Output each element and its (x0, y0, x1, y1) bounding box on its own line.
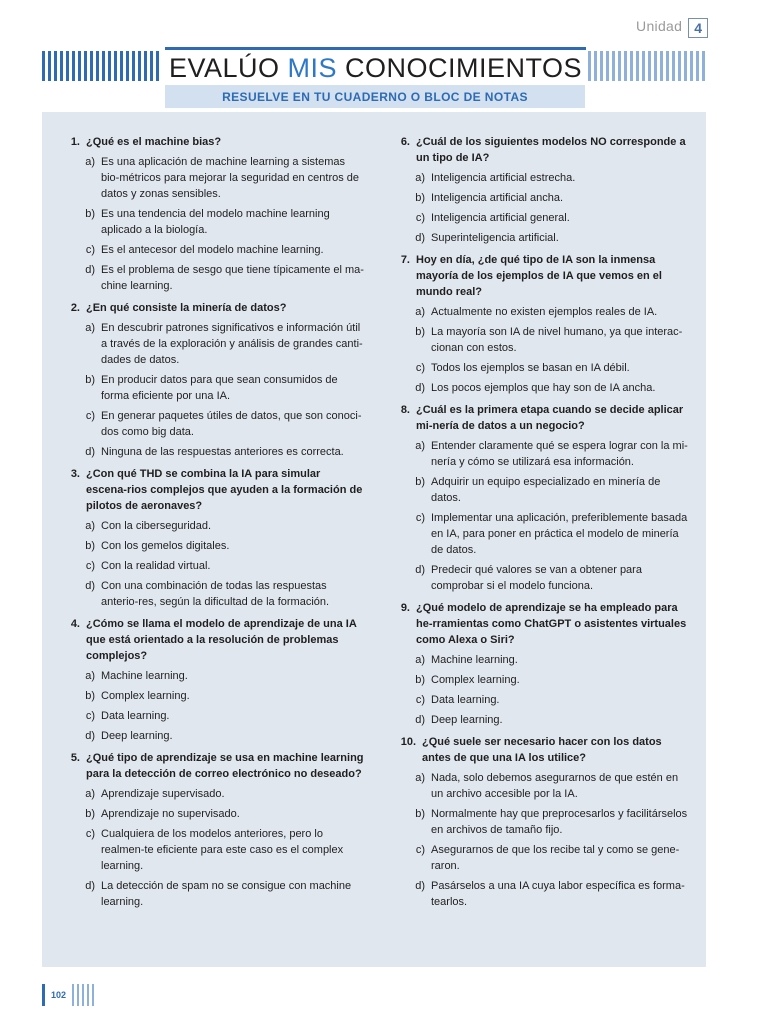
answer-option (64, 538, 364, 554)
option-letter: b) (85, 690, 95, 702)
option-letter: a) (415, 306, 425, 318)
option-letter: c) (415, 694, 425, 706)
option-letter: a) (85, 156, 95, 168)
option-letter: c) (85, 560, 95, 572)
footer-bar (42, 984, 45, 1006)
question-header (394, 734, 690, 766)
option-text: Los pocos ejemplos que hay son de IA ancha. (431, 382, 656, 394)
option-text: La mayoría son IA de nivel humano, ya que interac-cionan con estos. (431, 326, 683, 354)
option-text: Inteligencia artificial general. (431, 212, 570, 224)
question (64, 134, 364, 294)
option-text: Es el antecesor del modelo machine learning. (101, 244, 324, 256)
option-letter: c) (85, 410, 95, 422)
question-number: 2. (70, 302, 80, 314)
answer-option (64, 688, 364, 704)
option-text: Nada, solo debemos asegurarnos de que estén en un archivo accesible por la IA. (431, 772, 679, 800)
question-text: ¿Qué es el machine bias? (86, 136, 222, 148)
option-text: Asegurarnos de que los recibe tal y como se gene-raron. (431, 844, 680, 872)
option-text: Con la ciberseguridad. (101, 520, 212, 532)
option-text: Es el problema de sesgo que tiene típicamente el ma-chine learning. (101, 264, 364, 292)
answer-option (394, 324, 690, 356)
answer-option (64, 518, 364, 534)
header-stripes-right (588, 51, 706, 81)
answer-option (394, 770, 690, 802)
option-letter: b) (415, 192, 425, 204)
option-letter: c) (85, 244, 95, 256)
question (64, 750, 364, 910)
question-header (394, 600, 690, 648)
option-letter: b) (415, 674, 425, 686)
option-text: Actualmente no existen ejemplos reales de IA. (431, 306, 658, 318)
option-text: Con una combinación de todas las respuestas anterio-res, según la dificultad de la formación. (101, 580, 330, 608)
option-letter: a) (85, 788, 95, 800)
answer-option (64, 578, 364, 610)
question-number: 4. (70, 618, 80, 630)
question (64, 300, 364, 460)
title-box (165, 47, 586, 86)
option-text: Inteligencia artificial ancha. (431, 192, 564, 204)
option-text: Pasárselos a una IA cuya labor específica es forma-tearlos. (431, 880, 685, 908)
question-number: 6. (400, 136, 410, 148)
page-title (169, 53, 582, 84)
header-band (42, 47, 706, 83)
page-number: 102 (51, 990, 67, 1000)
answer-option (394, 438, 690, 470)
option-text: Todos los ejemplos se basan en IA débil. (431, 362, 630, 374)
answer-option (64, 242, 364, 258)
answer-option (394, 170, 690, 186)
question (394, 402, 690, 594)
unit-label: Unidad (636, 18, 683, 34)
option-letter: d) (85, 580, 95, 592)
option-text: Deep learning. (101, 730, 173, 742)
option-letter: c) (85, 828, 95, 840)
question-number: 8. (400, 404, 410, 416)
question-text: ¿Con qué THD se combina la IA para simular escena-rios complejos que ayuden a la formación de pilotos de aeronaves? (86, 468, 363, 512)
option-letter: c) (415, 362, 425, 374)
answer-option (64, 668, 364, 684)
title-part3: CONOCIMIENTOS (337, 52, 583, 83)
answer-option (64, 320, 364, 368)
option-text: Ninguna de las respuestas anteriores es correcta. (101, 446, 344, 458)
option-letter: c) (415, 212, 425, 224)
option-letter: a) (85, 322, 95, 334)
question-header (64, 134, 364, 150)
option-text: Data learning. (101, 710, 170, 722)
option-letter: d) (415, 564, 425, 576)
option-text: Predecir qué valores se van a obtener para comprobar si el modelo funciona. (431, 564, 642, 592)
answer-option (64, 728, 364, 744)
option-text: La detección de spam no se consigue con machine learning. (101, 880, 352, 908)
option-text: En generar paquetes útiles de datos, que son conoci-dos como big data. (101, 410, 362, 438)
answer-option (394, 474, 690, 506)
right-column (394, 134, 690, 916)
question-header (64, 616, 364, 664)
answer-option (64, 806, 364, 822)
option-letter: a) (85, 520, 95, 532)
answer-option (394, 190, 690, 206)
page-footer (42, 984, 94, 1006)
question-text: ¿Cómo se llama el modelo de aprendizaje de una IA que está orientado a la resolución de problemas complejos? (86, 618, 357, 662)
answer-option (64, 372, 364, 404)
question (394, 734, 690, 910)
option-letter: b) (415, 326, 425, 338)
option-text: Aprendizaje no supervisado. (101, 808, 240, 820)
answer-option (64, 826, 364, 874)
option-text: Machine learning. (431, 654, 518, 666)
option-text: Machine learning. (101, 670, 188, 682)
option-letter: d) (415, 714, 425, 726)
left-column (64, 134, 364, 916)
answer-option (394, 510, 690, 558)
question (64, 616, 364, 744)
question-text: ¿Qué suele ser necesario hacer con los datos antes de que una IA los utilice? (422, 736, 662, 764)
option-text: Deep learning. (431, 714, 503, 726)
question-number: 1. (70, 136, 80, 148)
option-letter: d) (415, 880, 425, 892)
question (394, 600, 690, 728)
option-letter: d) (85, 446, 95, 458)
question-text: ¿Cuál es la primera etapa cuando se decide aplicar mi-nería de datos a un negocio? (416, 404, 684, 432)
option-letter: d) (415, 232, 425, 244)
option-letter: a) (415, 172, 425, 184)
question-header (64, 750, 364, 782)
option-text: Complex learning. (101, 690, 190, 702)
question (394, 134, 690, 246)
option-text: Superinteligencia artificial. (431, 232, 559, 244)
option-letter: c) (415, 512, 425, 524)
option-text: Cualquiera de los modelos anteriores, pero lo realmen-te eficiente para este caso es el complex learning. (101, 828, 344, 872)
footer-stripes (72, 984, 94, 1006)
answer-option (64, 206, 364, 238)
answer-option (394, 304, 690, 320)
option-text: Data learning. (431, 694, 500, 706)
option-text: Con la realidad virtual. (101, 560, 211, 572)
answer-option (394, 230, 690, 246)
option-letter: a) (415, 772, 425, 784)
title-accent: MIS (287, 52, 338, 83)
option-letter: d) (85, 730, 95, 742)
answer-option (394, 672, 690, 688)
option-letter: a) (415, 440, 425, 452)
question-header (394, 252, 690, 300)
option-letter: b) (415, 476, 425, 488)
answer-option (394, 842, 690, 874)
answer-option (64, 408, 364, 440)
answer-option (64, 154, 364, 202)
answer-option (394, 380, 690, 396)
option-text: Implementar una aplicación, preferiblemente basada en IA, para poner en práctica el modelo de minería de datos. (431, 512, 688, 556)
answer-option (394, 878, 690, 910)
questions-panel (42, 112, 706, 967)
unit-number: 4 (688, 18, 708, 38)
question-text: ¿En qué consiste la minería de datos? (86, 302, 287, 314)
answer-option (394, 692, 690, 708)
option-letter: b) (85, 808, 95, 820)
option-text: Es una tendencia del modelo machine learning aplicado a la biología. (101, 208, 330, 236)
unit-indicator (636, 14, 708, 38)
option-text: Normalmente hay que preprocesarlos y facilitárselos en archivos de tamaño fijo. (431, 808, 688, 836)
answer-option (394, 562, 690, 594)
option-letter: d) (415, 382, 425, 394)
question-number: 3. (70, 468, 80, 480)
option-letter: c) (415, 844, 425, 856)
question (64, 466, 364, 610)
option-letter: d) (85, 264, 95, 276)
answer-option (64, 708, 364, 724)
answer-option (64, 262, 364, 294)
answer-option (394, 210, 690, 226)
answer-option (64, 444, 364, 460)
answer-option (394, 806, 690, 838)
option-letter: c) (85, 710, 95, 722)
option-text: Inteligencia artificial estrecha. (431, 172, 576, 184)
question-number: 9. (400, 602, 410, 614)
option-letter: d) (85, 880, 95, 892)
option-text: Adquirir un equipo especializado en minería de datos. (431, 476, 661, 504)
option-text: Entender claramente qué se espera lograr con la mi-nería y cómo se utilizará esa información. (431, 440, 688, 468)
answer-option (394, 712, 690, 728)
question-text: ¿Qué tipo de aprendizaje se usa en machine learning para la detección de correo electrónico no deseado? (86, 752, 364, 780)
question-number: 5. (70, 752, 80, 764)
title-part1: EVALÚO (168, 52, 288, 83)
answer-option (394, 360, 690, 376)
option-text: Aprendizaje supervisado. (101, 788, 225, 800)
question-text: Hoy en día, ¿de qué tipo de IA son la inmensa mayoría de los ejemplos de IA que vemos en el mundo real? (416, 254, 662, 298)
option-text: Complex learning. (431, 674, 520, 686)
option-letter: a) (415, 654, 425, 666)
question (394, 252, 690, 396)
option-text: En descubrir patrones significativos e información útil a través de la exploración y análisis de grandes canti-dades de datos. (101, 322, 363, 366)
option-letter: b) (85, 208, 95, 220)
option-letter: a) (85, 670, 95, 682)
subtitle-text: RESUELVE EN TU CUADERNO O BLOC DE NOTAS (222, 89, 528, 104)
question-number: 10. (400, 736, 416, 748)
question-text: ¿Cuál de los siguientes modelos NO corresponde a un tipo de IA? (416, 136, 686, 164)
option-text: Con los gemelos digitales. (101, 540, 230, 552)
answer-option (64, 786, 364, 802)
question-text: ¿Qué modelo de aprendizaje se ha empleado para he-rramientas como ChatGPT o asistentes virtuales como Alexa o Siri? (416, 602, 687, 646)
subtitle-bar (165, 85, 585, 108)
question-number: 7. (400, 254, 410, 266)
option-letter: b) (415, 808, 425, 820)
header-stripes-left (42, 51, 160, 81)
question-header (64, 300, 364, 316)
question-header (394, 134, 690, 166)
option-letter: b) (85, 374, 95, 386)
answer-option (394, 652, 690, 668)
option-letter: b) (85, 540, 95, 552)
answer-option (64, 558, 364, 574)
answer-option (64, 878, 364, 910)
question-header (64, 466, 364, 514)
option-text: Es una aplicación de machine learning a sistemas bio-métricos para mejorar la seguridad en centros de datos y zonas sensibles. (101, 156, 360, 200)
question-header (394, 402, 690, 434)
option-text: En producir datos para que sean consumidos de forma eficiente por una IA. (101, 374, 338, 402)
